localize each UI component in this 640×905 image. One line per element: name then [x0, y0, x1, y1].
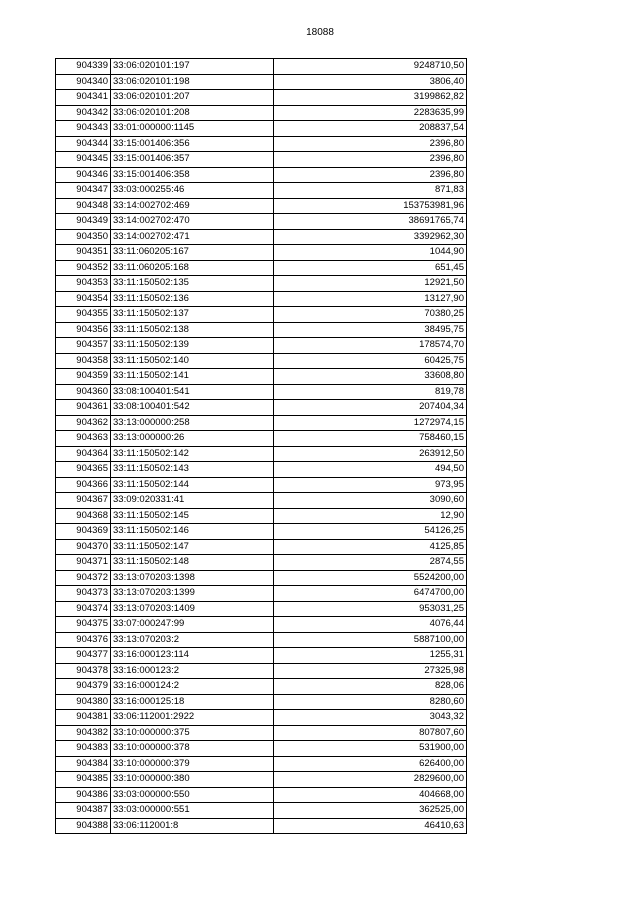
table-row — [56, 710, 467, 726]
row-id-cell: 904378 — [56, 663, 111, 679]
row-id-cell: 904366 — [56, 477, 111, 493]
row-id-cell: 904342 — [56, 105, 111, 121]
table-row — [56, 803, 467, 819]
cadastral-number-cell: 33:16:000123:2 — [111, 663, 274, 679]
table-row — [56, 167, 467, 183]
row-id-cell: 904371 — [56, 555, 111, 571]
cadastral-number-cell: 33:08:100401:541 — [111, 384, 274, 400]
table-row — [56, 586, 467, 602]
table-row — [56, 105, 467, 121]
table-row — [56, 307, 467, 323]
table-row — [56, 741, 467, 757]
row-id-cell: 904387 — [56, 803, 111, 819]
cadastral-number-cell: 33:10:000000:379 — [111, 756, 274, 772]
row-id-cell: 904349 — [56, 214, 111, 230]
row-id-cell: 904355 — [56, 307, 111, 323]
table-row — [56, 260, 467, 276]
value-cell: 46410,63 — [274, 818, 467, 834]
table-row — [56, 400, 467, 416]
table-row — [56, 462, 467, 478]
row-id-cell: 904361 — [56, 400, 111, 416]
value-cell: 651,45 — [274, 260, 467, 276]
value-cell: 531900,00 — [274, 741, 467, 757]
row-id-cell: 904368 — [56, 508, 111, 524]
row-id-cell: 904386 — [56, 787, 111, 803]
row-id-cell: 904372 — [56, 570, 111, 586]
table-row — [56, 524, 467, 540]
value-cell: 263912,50 — [274, 446, 467, 462]
cadastral-number-cell: 33:11:150502:140 — [111, 353, 274, 369]
cadastral-number-cell: 33:11:150502:137 — [111, 307, 274, 323]
value-cell: 38691765,74 — [274, 214, 467, 230]
cadastral-number-cell: 33:11:150502:142 — [111, 446, 274, 462]
cadastral-number-cell: 33:11:150502:148 — [111, 555, 274, 571]
cadastral-number-cell: 33:06:112001:2922 — [111, 710, 274, 726]
table-row — [56, 74, 467, 90]
row-id-cell: 904351 — [56, 245, 111, 261]
row-id-cell: 904367 — [56, 493, 111, 509]
table-row — [56, 694, 467, 710]
value-cell: 2396,80 — [274, 152, 467, 168]
table-row — [56, 756, 467, 772]
row-id-cell: 904370 — [56, 539, 111, 555]
value-cell: 5887100,00 — [274, 632, 467, 648]
cadastral-number-cell: 33:11:150502:144 — [111, 477, 274, 493]
row-id-cell: 904359 — [56, 369, 111, 385]
cadastral-number-cell: 33:11:150502:138 — [111, 322, 274, 338]
table-row — [56, 679, 467, 695]
cadastral-number-cell: 33:13:000000:258 — [111, 415, 274, 431]
row-id-cell: 904339 — [56, 59, 111, 75]
table-row — [56, 601, 467, 617]
row-id-cell: 904358 — [56, 353, 111, 369]
cadastral-number-cell: 33:13:070203:2 — [111, 632, 274, 648]
value-cell: 2396,80 — [274, 136, 467, 152]
value-cell: 973,95 — [274, 477, 467, 493]
value-cell: 494,50 — [274, 462, 467, 478]
value-cell: 27325,98 — [274, 663, 467, 679]
cadastral-number-cell: 33:11:150502:147 — [111, 539, 274, 555]
row-id-cell: 904384 — [56, 756, 111, 772]
value-cell: 4125,85 — [274, 539, 467, 555]
cadastral-number-cell: 33:03:000000:551 — [111, 803, 274, 819]
value-cell: 38495,75 — [274, 322, 467, 338]
row-id-cell: 904341 — [56, 90, 111, 106]
value-cell: 4076,44 — [274, 617, 467, 633]
table-row — [56, 59, 467, 75]
table-row — [56, 539, 467, 555]
cadastral-number-cell: 33:11:150502:146 — [111, 524, 274, 540]
cadastral-number-cell: 33:13:070203:1409 — [111, 601, 274, 617]
table-row — [56, 384, 467, 400]
cadastral-number-cell: 33:11:150502:143 — [111, 462, 274, 478]
table-row — [56, 555, 467, 571]
value-cell: 6474700,00 — [274, 586, 467, 602]
cadastral-number-cell: 33:15:001406:357 — [111, 152, 274, 168]
table-row — [56, 725, 467, 741]
value-cell: 5524200,00 — [274, 570, 467, 586]
row-id-cell: 904369 — [56, 524, 111, 540]
cadastral-number-cell: 33:07:000247:99 — [111, 617, 274, 633]
value-cell: 3043,32 — [274, 710, 467, 726]
table-row — [56, 648, 467, 664]
value-cell: 70380,25 — [274, 307, 467, 323]
cadastral-number-cell: 33:11:150502:139 — [111, 338, 274, 354]
row-id-cell: 904347 — [56, 183, 111, 199]
cadastral-number-cell: 33:11:060205:168 — [111, 260, 274, 276]
cadastral-number-cell: 33:03:000255:46 — [111, 183, 274, 199]
row-id-cell: 904344 — [56, 136, 111, 152]
cadastral-number-cell: 33:13:000000:26 — [111, 431, 274, 447]
value-cell: 2874,55 — [274, 555, 467, 571]
row-id-cell: 904385 — [56, 772, 111, 788]
value-cell: 3392962,30 — [274, 229, 467, 245]
cadastral-number-cell: 33:10:000000:375 — [111, 725, 274, 741]
cadastral-number-cell: 33:08:100401:542 — [111, 400, 274, 416]
cadastral-number-cell: 33:11:150502:145 — [111, 508, 274, 524]
table-row — [56, 214, 467, 230]
value-cell: 362525,00 — [274, 803, 467, 819]
value-cell: 404668,00 — [274, 787, 467, 803]
cadastral-number-cell: 33:11:150502:141 — [111, 369, 274, 385]
row-id-cell: 904373 — [56, 586, 111, 602]
row-id-cell: 904356 — [56, 322, 111, 338]
table-row — [56, 322, 467, 338]
value-cell: 207404,34 — [274, 400, 467, 416]
table-row — [56, 369, 467, 385]
table-row — [56, 617, 467, 633]
value-cell: 807807,60 — [274, 725, 467, 741]
table-row — [56, 90, 467, 106]
value-cell: 12,90 — [274, 508, 467, 524]
value-cell: 178574,70 — [274, 338, 467, 354]
table-row — [56, 415, 467, 431]
value-cell: 8280,60 — [274, 694, 467, 710]
table-row — [56, 477, 467, 493]
table-row — [56, 353, 467, 369]
value-cell: 1044,90 — [274, 245, 467, 261]
row-id-cell: 904343 — [56, 121, 111, 137]
row-id-cell: 904383 — [56, 741, 111, 757]
cadastral-number-cell: 33:11:060205:167 — [111, 245, 274, 261]
row-id-cell: 904379 — [56, 679, 111, 695]
row-id-cell: 904388 — [56, 818, 111, 834]
table-row — [56, 570, 467, 586]
row-id-cell: 904377 — [56, 648, 111, 664]
row-id-cell: 904362 — [56, 415, 111, 431]
cadastral-number-cell: 33:10:000000:378 — [111, 741, 274, 757]
row-id-cell: 904374 — [56, 601, 111, 617]
row-id-cell: 904375 — [56, 617, 111, 633]
table-row — [56, 508, 467, 524]
row-id-cell: 904380 — [56, 694, 111, 710]
value-cell: 33608,80 — [274, 369, 467, 385]
row-id-cell: 904382 — [56, 725, 111, 741]
row-id-cell: 904360 — [56, 384, 111, 400]
cadastral-number-cell: 33:06:112001:8 — [111, 818, 274, 834]
row-id-cell: 904346 — [56, 167, 111, 183]
value-cell: 1255,31 — [274, 648, 467, 664]
table-row — [56, 291, 467, 307]
value-cell: 828,06 — [274, 679, 467, 695]
value-cell: 953031,25 — [274, 601, 467, 617]
table-row — [56, 431, 467, 447]
value-cell: 819,78 — [274, 384, 467, 400]
row-id-cell: 904357 — [56, 338, 111, 354]
table-row — [56, 338, 467, 354]
table-row — [56, 152, 467, 168]
row-id-cell: 904352 — [56, 260, 111, 276]
table-row — [56, 493, 467, 509]
table-row — [56, 136, 467, 152]
cadastral-number-cell: 33:16:000124:2 — [111, 679, 274, 695]
cadastral-number-cell: 33:11:150502:135 — [111, 276, 274, 292]
table-row — [56, 276, 467, 292]
cadastral-number-cell: 33:06:020101:197 — [111, 59, 274, 75]
value-cell: 3090,60 — [274, 493, 467, 509]
row-id-cell: 904363 — [56, 431, 111, 447]
value-cell: 758460,15 — [274, 431, 467, 447]
table-row — [56, 787, 467, 803]
row-id-cell: 904345 — [56, 152, 111, 168]
table-body — [56, 59, 467, 834]
value-cell: 13127,90 — [274, 291, 467, 307]
cadastral-number-cell: 33:13:070203:1398 — [111, 570, 274, 586]
value-cell: 2396,80 — [274, 167, 467, 183]
table-row — [56, 772, 467, 788]
table-row — [56, 632, 467, 648]
value-cell: 3199862,82 — [274, 90, 467, 106]
cadastral-number-cell: 33:06:020101:208 — [111, 105, 274, 121]
data-table — [55, 58, 467, 834]
row-id-cell: 904381 — [56, 710, 111, 726]
row-id-cell: 904350 — [56, 229, 111, 245]
value-cell: 871,83 — [274, 183, 467, 199]
table-row — [56, 198, 467, 214]
cadastral-number-cell: 33:06:020101:207 — [111, 90, 274, 106]
row-id-cell: 904348 — [56, 198, 111, 214]
value-cell: 60425,75 — [274, 353, 467, 369]
value-cell: 1272974,15 — [274, 415, 467, 431]
row-id-cell: 904353 — [56, 276, 111, 292]
value-cell: 2283635,99 — [274, 105, 467, 121]
row-id-cell: 904354 — [56, 291, 111, 307]
table-row — [56, 245, 467, 261]
cadastral-number-cell: 33:09:020331:41 — [111, 493, 274, 509]
table-row — [56, 183, 467, 199]
cadastral-number-cell: 33:15:001406:356 — [111, 136, 274, 152]
row-id-cell: 904365 — [56, 462, 111, 478]
cadastral-number-cell: 33:15:001406:358 — [111, 167, 274, 183]
value-cell: 626400,00 — [274, 756, 467, 772]
cadastral-number-cell: 33:14:002702:471 — [111, 229, 274, 245]
table-row — [56, 446, 467, 462]
table-row — [56, 818, 467, 834]
page-number: 18088 — [306, 27, 334, 38]
value-cell: 153753981,96 — [274, 198, 467, 214]
table-row — [56, 229, 467, 245]
cadastral-number-cell: 33:14:002702:469 — [111, 198, 274, 214]
value-cell: 208837,54 — [274, 121, 467, 137]
row-id-cell: 904376 — [56, 632, 111, 648]
cadastral-number-cell: 33:03:000000:550 — [111, 787, 274, 803]
table-row — [56, 121, 467, 137]
cadastral-number-cell: 33:16:000123:114 — [111, 648, 274, 664]
cadastral-number-cell: 33:01:000000:1145 — [111, 121, 274, 137]
value-cell: 2829600,00 — [274, 772, 467, 788]
value-cell: 54126,25 — [274, 524, 467, 540]
value-cell: 3806,40 — [274, 74, 467, 90]
value-cell: 12921,50 — [274, 276, 467, 292]
cadastral-number-cell: 33:06:020101:198 — [111, 74, 274, 90]
cadastral-number-cell: 33:16:000125:18 — [111, 694, 274, 710]
cadastral-number-cell: 33:11:150502:136 — [111, 291, 274, 307]
value-cell: 9248710,50 — [274, 59, 467, 75]
table-row — [56, 663, 467, 679]
cadastral-number-cell: 33:14:002702:470 — [111, 214, 274, 230]
row-id-cell: 904364 — [56, 446, 111, 462]
cadastral-number-cell: 33:13:070203:1399 — [111, 586, 274, 602]
row-id-cell: 904340 — [56, 74, 111, 90]
cadastral-number-cell: 33:10:000000:380 — [111, 772, 274, 788]
